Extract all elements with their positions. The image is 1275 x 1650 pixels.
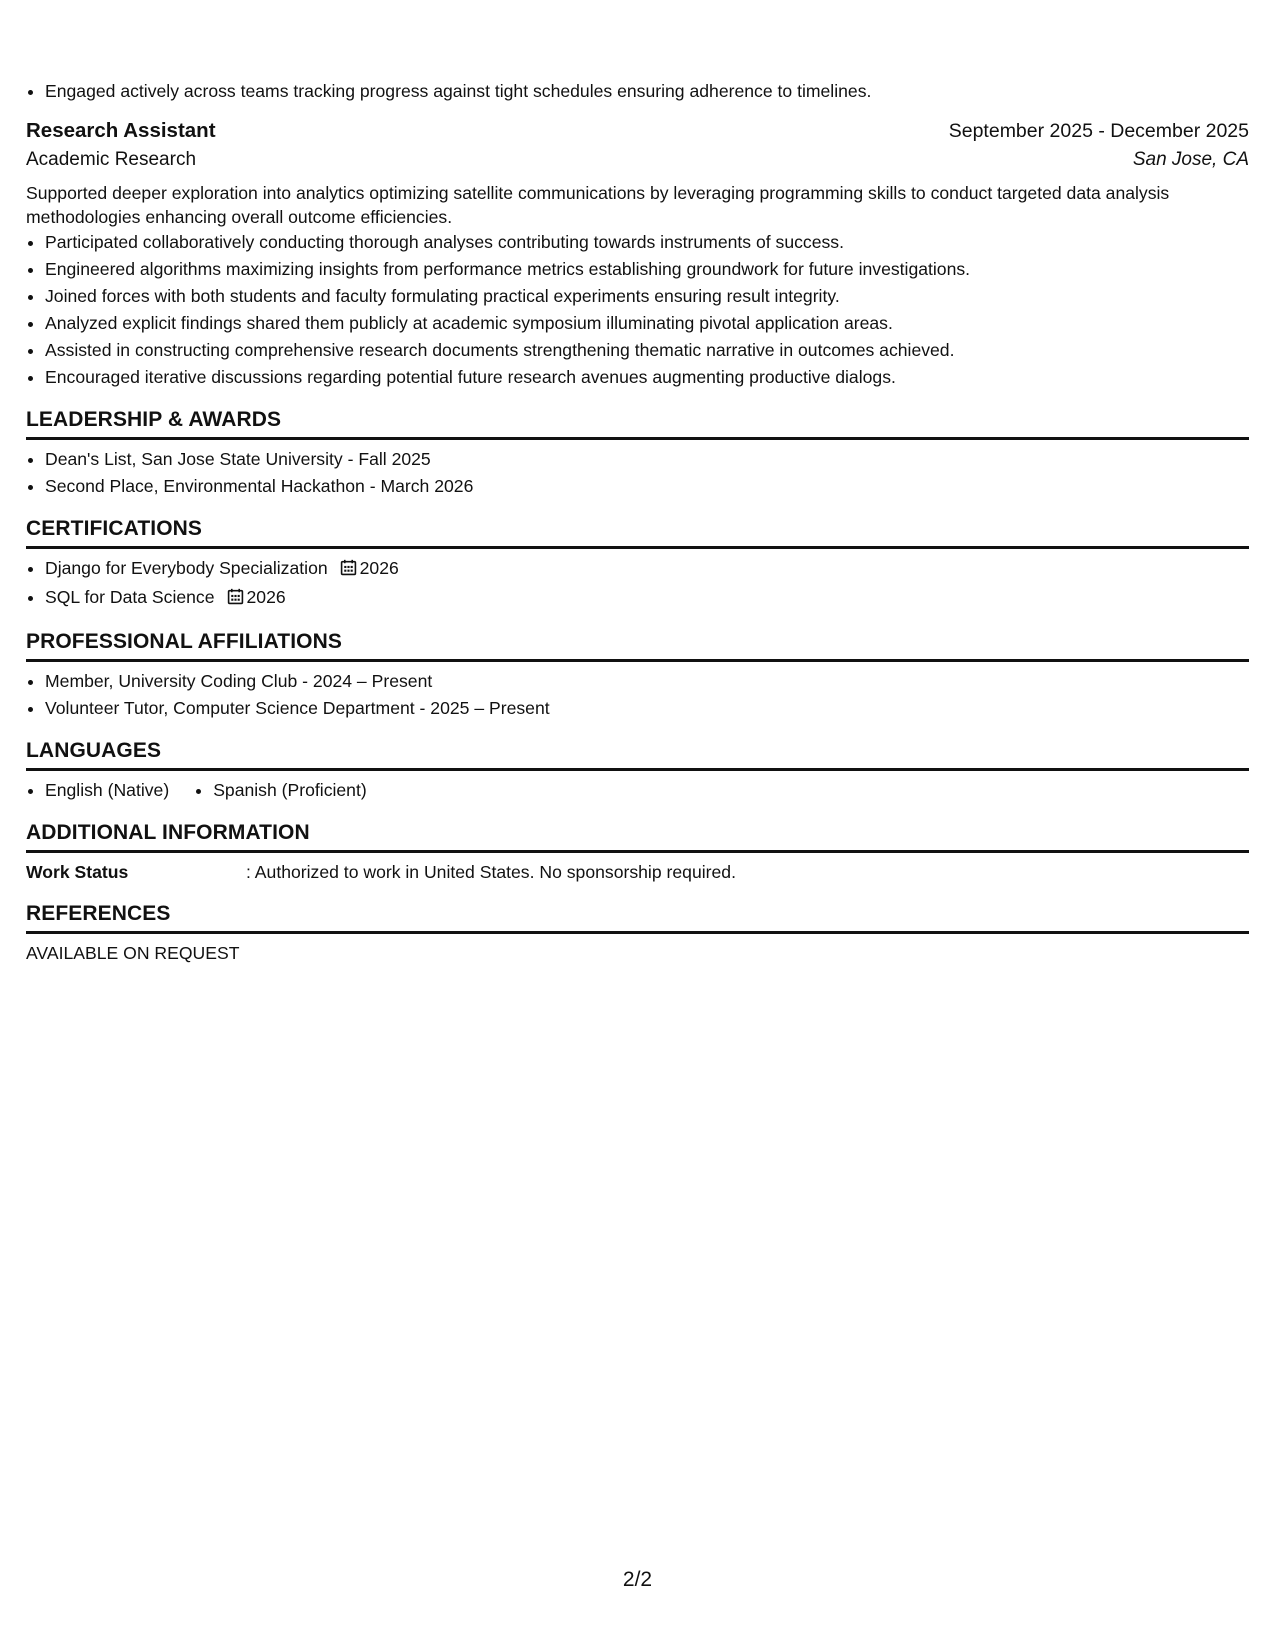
bullet-item: • Engineered algorithms maximizing insights from performance metrics establishing groundwork for future investigations.: [45, 256, 1249, 283]
bullet-item: • Encouraged iterative discussions regarding potential future research avenues augmenting productive dialogs.: [45, 364, 1249, 391]
list-item: • Volunteer Tutor, Computer Science Department - 2025 – Present: [45, 695, 1249, 722]
role-bullets: [26, 229, 1249, 391]
section-heading: CERTIFICATIONS: [26, 514, 1249, 549]
section-heading: LANGUAGES: [26, 736, 1249, 771]
section-heading: LEADERSHIP & AWARDS: [26, 405, 1249, 440]
leadership-list: [26, 446, 1249, 500]
role-summary: Supported deeper exploration into analytics optimizing satellite communications by leveraging programming skills to conduct targeted data analysis methodologies enhancing overall outcome efficiencies.: [26, 183, 1170, 227]
experience-entry: [26, 105, 1249, 391]
certification-year: 2026: [246, 587, 286, 607]
role-header: [26, 105, 1249, 145]
leadership-section: [26, 405, 1249, 500]
work-status-row: [26, 859, 1249, 885]
role-subheader: [26, 145, 1249, 175]
calendar-icon: [340, 557, 357, 584]
page-number: 2/2: [622, 1568, 653, 1591]
certifications-section: [26, 514, 1249, 613]
role-location: San Jose, CA: [1132, 149, 1249, 170]
role-organization: Academic Research: [26, 149, 197, 170]
certifications-list: [26, 555, 1249, 613]
bullet-item: • Engaged actively across teams tracking progress against tight schedules ensuring adherence to timelines.: [45, 78, 1249, 105]
language-item: • Spanish (Proficient): [213, 777, 367, 804]
languages-section: [26, 736, 1249, 804]
certification-year: 2026: [359, 558, 399, 578]
certification-name: Django for Everybody Specialization: [45, 558, 328, 578]
bullet-item: • Assisted in constructing comprehensive research documents strengthening thematic narrative in outcomes achieved.: [45, 337, 1249, 364]
info-key: Work Status: [26, 862, 129, 882]
role-title: Research Assistant: [26, 119, 216, 142]
certification-item: [45, 555, 1249, 584]
section-heading: REFERENCES: [26, 899, 1249, 934]
affiliations-list: [26, 668, 1249, 722]
section-heading: PROFESSIONAL AFFILIATIONS: [26, 627, 1249, 662]
certification-item: [45, 584, 1249, 613]
languages-list: [26, 777, 1249, 804]
section-heading: ADDITIONAL INFORMATION: [26, 818, 1249, 853]
calendar-icon: [227, 586, 244, 613]
affiliations-section: [26, 627, 1249, 722]
list-item: • Second Place, Environmental Hackathon - March 2026: [45, 473, 1249, 500]
bullet-item: • Joined forces with both students and faculty formulating practical experiments ensuring result integrity.: [45, 283, 1249, 310]
language-item: • English (Native): [45, 777, 169, 804]
list-item: • Dean's List, San Jose State University - Fall 2025: [45, 446, 1249, 473]
resume-page: [26, 78, 1249, 966]
references-section: [26, 899, 1249, 966]
references-text: AVAILABLE ON REQUEST: [26, 943, 240, 963]
certification-name: SQL for Data Science: [45, 587, 215, 607]
list-item: • Member, University Coding Club - 2024 – Present: [45, 668, 1249, 695]
bullet-item: • Participated collaboratively conducting thorough analyses contributing towards instruments of success.: [45, 229, 1249, 256]
role-dates: September 2025 - December 2025: [948, 120, 1249, 142]
additional-info-section: [26, 818, 1249, 885]
previous-role-bullets: [26, 78, 1249, 105]
info-value: : Authorized to work in United States. No sponsorship required.: [246, 862, 736, 882]
bullet-item: • Analyzed explicit findings shared them publicly at academic symposium illuminating pivotal application areas.: [45, 310, 1249, 337]
